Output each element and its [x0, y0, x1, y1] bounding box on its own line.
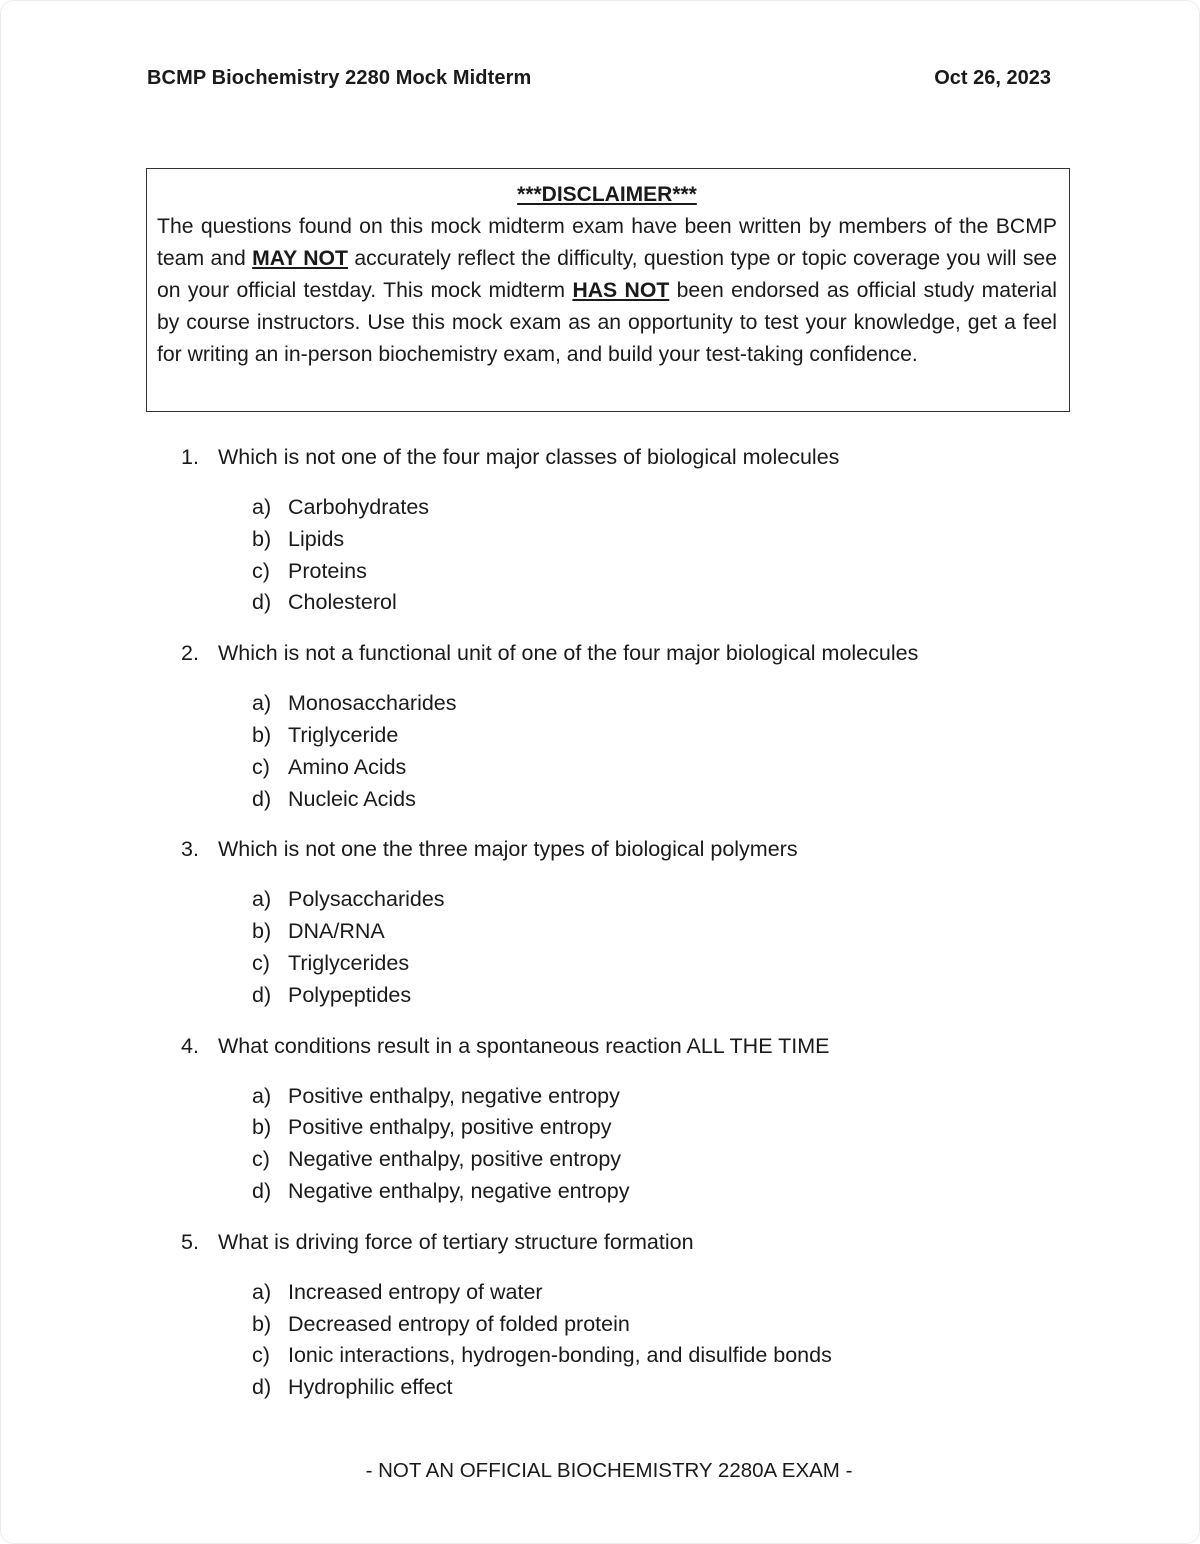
answer-option — [252, 784, 1081, 816]
disclaimer-emphasis-has-not: HAS NOT — [572, 279, 670, 302]
option-letter: d) — [252, 590, 272, 615]
question-stem — [181, 1226, 1081, 1258]
option-text: Carbohydrates — [288, 495, 430, 519]
question-number: 1. — [181, 445, 199, 469]
question-text: What is driving force of tertiary structure formation — [218, 1229, 694, 1254]
option-letter: c) — [252, 558, 270, 583]
option-letter: c) — [252, 1147, 270, 1172]
answer-option — [252, 1277, 1081, 1309]
question-stem — [181, 441, 1081, 473]
disclaimer-box — [146, 168, 1070, 412]
option-letter: d) — [252, 1375, 272, 1400]
answer-option — [252, 752, 1081, 784]
question-stem — [181, 833, 1081, 865]
option-text: Positive enthalpy, negative entropy — [288, 1083, 620, 1108]
question-text: Which is not one the three major types of biological polymers — [218, 837, 798, 862]
option-text: Hydrophilic effect — [288, 1375, 453, 1400]
question-5 — [181, 1226, 1081, 1404]
question-text: Which is not one of the four major classes of biological molecules — [218, 445, 840, 469]
question-4 — [181, 1030, 1081, 1208]
disclaimer-emphasis-may-not: MAY NOT — [252, 247, 348, 270]
option-text: Increased entropy of water — [288, 1279, 543, 1304]
option-letter: a) — [252, 691, 272, 716]
option-text: Negative enthalpy, negative entropy — [288, 1178, 630, 1203]
answer-option — [252, 1340, 1081, 1372]
answer-option — [252, 916, 1081, 948]
option-letter: b) — [252, 919, 272, 944]
option-letter: c) — [252, 754, 270, 779]
option-text: Polysaccharides — [288, 887, 445, 912]
option-letter: b) — [252, 526, 272, 551]
option-letter: c) — [252, 950, 270, 975]
document-date: Oct 26, 2023 — [934, 67, 1051, 89]
answer-options — [252, 688, 1081, 815]
question-text: What conditions result in a spontaneous reaction ALL THE TIME — [218, 1033, 830, 1058]
question-number: 2. — [181, 641, 199, 666]
answer-option — [252, 492, 1081, 524]
footer-notice: - NOT AN OFFICIAL BIOCHEMISTRY 2280A EXAM - — [365, 1459, 853, 1482]
answer-option — [252, 884, 1081, 916]
answer-option — [252, 1112, 1081, 1144]
option-text: Ionic interactions, hydrogen-bonding, and disulfide bonds — [288, 1343, 832, 1368]
answer-option — [252, 1309, 1081, 1341]
option-text: Positive enthalpy, positive entropy — [288, 1115, 612, 1140]
option-letter: d) — [252, 982, 272, 1007]
disclaimer-title: ***DISCLAIMER*** — [517, 183, 697, 206]
option-letter: a) — [252, 887, 272, 912]
question-stem — [181, 1030, 1081, 1062]
option-text: Proteins — [288, 558, 367, 583]
option-letter: b) — [252, 722, 272, 747]
option-text: Cholesterol — [288, 590, 397, 615]
answer-option — [252, 524, 1081, 556]
answer-option — [252, 1081, 1081, 1113]
option-letter: a) — [252, 1083, 272, 1108]
disclaimer-body — [157, 211, 1057, 371]
disclaimer-text: The questions found on this mock midterm exam have been written by members of the BCMP team and — [157, 215, 1057, 270]
option-text: Triglyceride — [288, 722, 399, 747]
option-letter: d) — [252, 786, 272, 811]
disclaimer-text: been endorsed as official study material by course instructors. Use this mock exam as an opportunity to test your knowledge, get a feel for writing an in-person biochemistry exam, and build your test-taking confidence. — [157, 279, 1057, 366]
answer-options — [252, 1277, 1081, 1404]
option-text: Decreased entropy of folded protein — [288, 1311, 630, 1336]
answer-options — [252, 884, 1081, 1011]
document-title: BCMP Biochemistry 2280 Mock Midterm — [147, 67, 532, 89]
answer-option — [252, 720, 1081, 752]
answer-option — [252, 1372, 1081, 1404]
answer-options — [252, 1081, 1081, 1208]
option-text: Nucleic Acids — [288, 786, 416, 811]
question-text: Which is not a functional unit of one of the four major biological molecules — [218, 641, 919, 666]
question-number: 4. — [181, 1033, 199, 1058]
disclaimer-text: accurately reflect the difficulty, question type or topic coverage you will see on your official testday. This mock midterm — [157, 247, 1057, 302]
option-text: Lipids — [288, 526, 345, 551]
answer-option — [252, 980, 1081, 1012]
answer-option — [252, 1176, 1081, 1208]
question-list — [181, 441, 1081, 1422]
question-3 — [181, 833, 1081, 1011]
answer-option — [252, 948, 1081, 980]
option-text: Amino Acids — [288, 754, 407, 779]
option-letter: b) — [252, 1311, 272, 1336]
option-letter: d) — [252, 1178, 272, 1203]
question-2 — [181, 637, 1081, 815]
option-letter: c) — [252, 1343, 270, 1368]
question-1 — [181, 441, 1081, 619]
option-text: DNA/RNA — [288, 919, 385, 944]
option-text: Negative enthalpy, positive entropy — [288, 1147, 622, 1172]
question-number: 3. — [181, 837, 199, 862]
option-letter: b) — [252, 1115, 272, 1140]
option-text: Polypeptides — [288, 982, 412, 1007]
question-number: 5. — [181, 1229, 199, 1254]
answer-option — [252, 587, 1081, 619]
answer-options — [252, 492, 1081, 619]
answer-option — [252, 556, 1081, 588]
option-letter: a) — [252, 495, 272, 519]
option-text: Triglycerides — [288, 950, 410, 975]
option-text: Monosaccharides — [288, 691, 457, 716]
answer-option — [252, 1144, 1081, 1176]
answer-option — [252, 688, 1081, 720]
question-stem — [181, 637, 1081, 669]
option-letter: a) — [252, 1279, 272, 1304]
